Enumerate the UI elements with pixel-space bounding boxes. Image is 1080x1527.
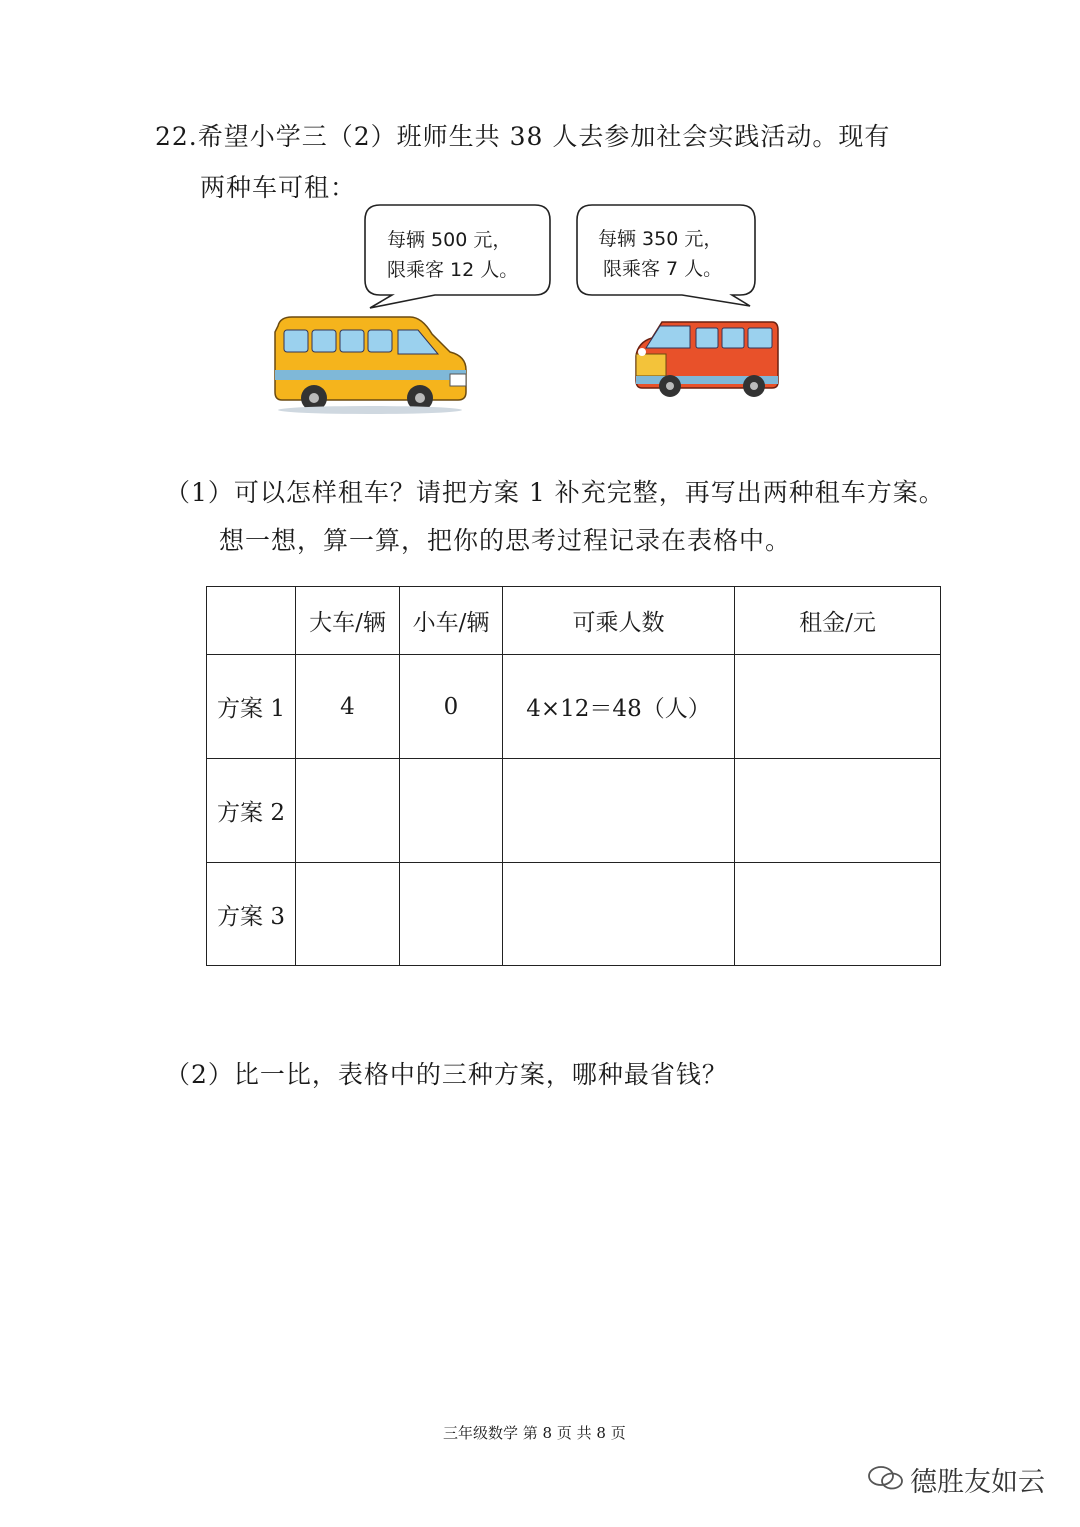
capacity-cell[interactable]: [503, 863, 735, 966]
header-big-bus: 大车/辆: [296, 587, 400, 655]
header-capacity: 可乘人数: [503, 587, 735, 655]
big-bus-count: 4: [296, 655, 400, 759]
table-row: [207, 655, 941, 759]
bubble-big-line-2: 限乘客 12 人。: [387, 259, 519, 281]
plan-label: 方案 1: [207, 655, 296, 759]
rent-cell[interactable]: [735, 759, 941, 863]
header-small-van: 小车/辆: [400, 587, 503, 655]
question-line-1: 22.希望小学三（2）班师生共 38 人去参加社会实践活动。现有: [155, 122, 891, 151]
bubble-small-line-2: 限乘客 7 人。: [603, 258, 723, 280]
plan-label: 方案 3: [207, 863, 296, 966]
big-bus-count[interactable]: [296, 759, 400, 863]
big-bus-count[interactable]: [296, 863, 400, 966]
capacity-cell: 4×12＝48（人）: [503, 655, 735, 759]
rent-cell[interactable]: [735, 863, 941, 966]
part2-question: （2）比一比，表格中的三种方案，哪种最省钱？: [165, 1060, 728, 1089]
page-footer: 三年级数学 第 8 页 共 8 页: [443, 1424, 626, 1442]
bubble-small-line-1: 每辆 350 元，: [598, 228, 723, 250]
big-bus-image: [270, 312, 470, 414]
rent-cell[interactable]: [735, 655, 941, 759]
watermark-text: 德胜友如云: [910, 1467, 1045, 1498]
small-van-image: [632, 316, 782, 400]
wechat-logo-icon: [866, 1463, 906, 1493]
header-cell-empty: [207, 587, 296, 655]
part1-line-1: （1）可以怎样租车？请把方案 1 补充完整，再写出两种租车方案。: [165, 478, 945, 507]
question-line-2: 两种车可租：: [200, 173, 357, 202]
rental-plan-table: [206, 586, 941, 966]
table-row: [207, 759, 941, 863]
part1-line-2: 想一想，算一算，把你的思考过程记录在表格中。: [219, 526, 792, 555]
small-van-count[interactable]: [400, 759, 503, 863]
header-rent: 租金/元: [735, 587, 941, 655]
small-van-count: 0: [400, 655, 503, 759]
table-header-row: [207, 587, 941, 655]
table-row: [207, 863, 941, 966]
bubble-big-line-1: 每辆 500 元，: [387, 229, 512, 251]
small-van-count[interactable]: [400, 863, 503, 966]
plan-label: 方案 2: [207, 759, 296, 863]
capacity-cell[interactable]: [503, 759, 735, 863]
